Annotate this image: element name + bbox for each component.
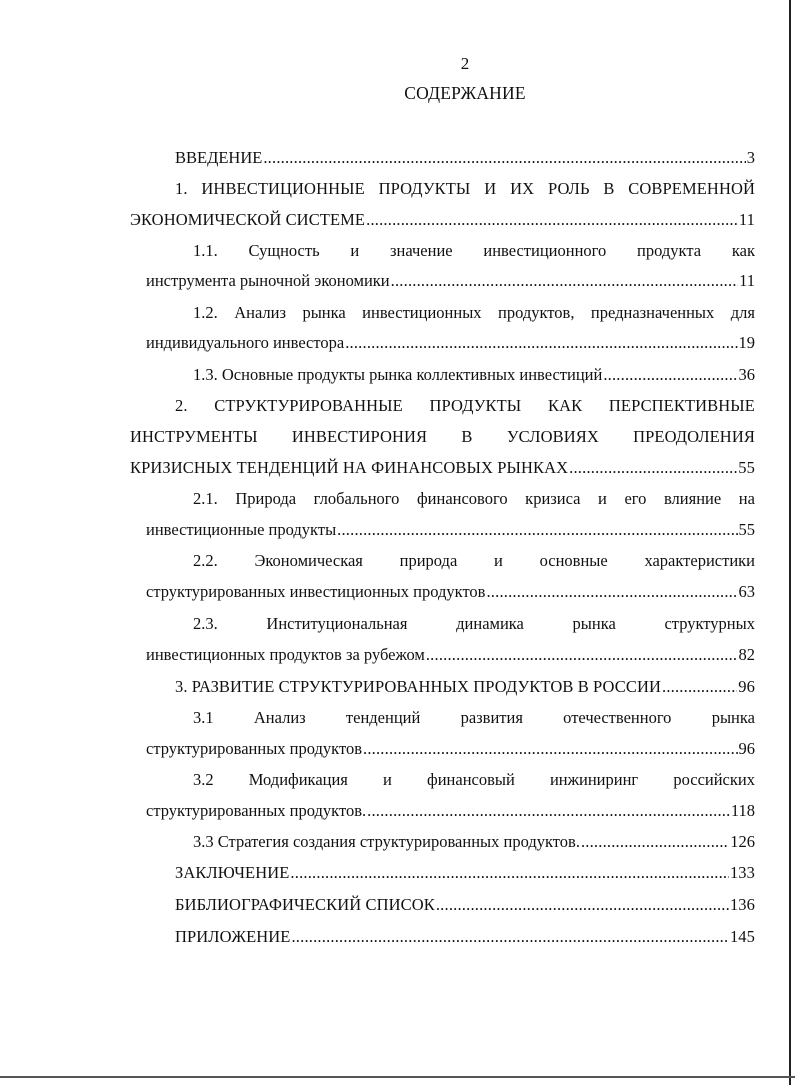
- toc-word: 2.1.: [193, 489, 218, 508]
- toc-word: Модификация: [248, 770, 348, 789]
- toc-entry-line: [193, 706, 755, 730]
- toc-word: структурных: [664, 614, 755, 633]
- leader-dots: [662, 675, 737, 699]
- toc-page-number: 145: [729, 927, 755, 946]
- toc-word: ПРОДУКТЫ: [378, 179, 471, 198]
- toc-entry-text: ВВЕДЕНИЕ: [175, 148, 263, 167]
- toc-entry-section-2-2-cont[interactable]: [0, 580, 795, 604]
- toc-word: В: [603, 179, 615, 198]
- toc-word: кризиса: [525, 489, 581, 508]
- toc-word: ПРЕОДОЛЕНИЯ: [633, 427, 755, 446]
- toc-entry-text: ПРИЛОЖЕНИЕ: [175, 927, 291, 946]
- leader-dots: [367, 799, 730, 823]
- toc-entry-section-2-1[interactable]: [0, 487, 795, 511]
- toc-page-number: 55: [738, 520, 755, 539]
- toc-entry-line: [193, 768, 755, 792]
- leader-dots: [436, 893, 729, 917]
- leader-dots: [363, 737, 738, 761]
- toc-word: 2.2.: [193, 551, 218, 570]
- toc-word: И: [484, 179, 497, 198]
- toc-entry-section-1-1-cont[interactable]: [0, 269, 795, 293]
- toc-word: характеристики: [644, 551, 755, 570]
- toc-word: как: [731, 241, 755, 260]
- toc-word: ИХ: [510, 179, 535, 198]
- toc-word: ИНВЕСТИЦИОННЫЕ: [201, 179, 365, 198]
- toc-entry-text: КРИЗИСНЫХ ТЕНДЕНЦИЙ НА ФИНАНСОВЫХ РЫНКАХ: [130, 458, 569, 477]
- leader-dots: [426, 643, 738, 667]
- toc-entry-appendix[interactable]: [0, 925, 795, 949]
- toc-entry-chapter-3[interactable]: [0, 675, 795, 699]
- toc-entry-line: [193, 612, 755, 636]
- toc-page-number: 126: [730, 832, 755, 851]
- toc-entry-chapter-2-cont-2[interactable]: [0, 456, 795, 480]
- toc-word: РОЛЬ: [547, 179, 590, 198]
- toc-word: 1.: [175, 179, 188, 198]
- toc-entry-text: структурированных продуктов: [146, 739, 362, 758]
- toc-entry-text: структурированных продуктов.: [146, 801, 367, 820]
- toc-word: ИНВЕСТИРОНИЯ: [291, 427, 428, 446]
- toc-word: финансовый: [427, 770, 515, 789]
- toc-entry-section-3-3[interactable]: [0, 830, 795, 854]
- toc-entry-section-1-1[interactable]: [0, 239, 795, 263]
- toc-word: продуктов,: [497, 303, 575, 322]
- toc-word: рынка: [572, 614, 616, 633]
- toc-word: Анализ: [234, 303, 286, 322]
- toc-word: основные: [539, 551, 608, 570]
- toc-word: продукта: [637, 241, 702, 260]
- toc-word: для: [730, 303, 755, 322]
- toc-entry-section-2-1-cont[interactable]: [0, 518, 795, 542]
- leader-dots: [486, 580, 737, 604]
- leader-dots: [345, 331, 737, 355]
- toc-entry-text: инструмента рыночной экономики: [146, 271, 390, 290]
- toc-word: Анализ: [253, 708, 306, 727]
- toc-word: на: [738, 489, 755, 508]
- toc-entry-text: структурированных инвестиционных продуктов: [146, 582, 486, 601]
- leader-dots: [263, 146, 745, 170]
- toc-word: инжиниринг: [549, 770, 639, 789]
- toc-word: тенденций: [345, 708, 421, 727]
- toc-word: ИНСТРУМЕНТЫ: [130, 427, 258, 446]
- toc-entry-chapter-1-cont[interactable]: [0, 208, 795, 232]
- toc-page-number: 3: [746, 148, 755, 167]
- toc-word: инвестиционных: [362, 303, 482, 322]
- toc-page-number: 11: [739, 271, 755, 290]
- toc-page-number: 136: [729, 895, 755, 914]
- leader-dots: [290, 861, 729, 885]
- toc-word: рынка: [302, 303, 346, 322]
- toc-entry-line: [130, 425, 755, 449]
- toc-entry-text: инвестиционные продукты: [146, 520, 337, 539]
- toc-word: Природа: [235, 489, 297, 508]
- toc-entry-text: БИБЛИОГРАФИЧЕСКИЙ СПИСОК: [175, 895, 435, 914]
- toc-entry-chapter-2-cont-1[interactable]: [0, 425, 795, 449]
- toc-page-number: 55: [738, 458, 755, 477]
- toc-entry-text: 3.3 Стратегия создания структурированных продуктов.: [193, 832, 580, 851]
- toc-entry-section-3-2[interactable]: [0, 768, 795, 792]
- toc-title: СОДЕРЖАНИЕ: [404, 83, 526, 103]
- toc-entry-section-2-3[interactable]: [0, 612, 795, 636]
- toc-page-number: 19: [738, 333, 755, 352]
- toc-word: 2.3.: [193, 614, 218, 633]
- toc-word: значение: [390, 241, 453, 260]
- toc-entry-section-2-2[interactable]: [0, 549, 795, 573]
- toc-word: 2.: [175, 396, 188, 415]
- toc-entry-text: индивидуального инвестора: [146, 333, 345, 352]
- toc-word: развития: [460, 708, 523, 727]
- toc-word: 1.1.: [193, 241, 218, 260]
- toc-page-number: 96: [738, 739, 755, 758]
- toc-word: финансового: [416, 489, 508, 508]
- toc-word: динамика: [456, 614, 524, 633]
- toc-entry-section-3-1[interactable]: [0, 706, 795, 730]
- toc-entry-section-1-3[interactable]: [0, 363, 795, 387]
- toc-entry-text: инвестиционных продуктов за рубежом: [146, 645, 425, 664]
- toc-entry-section-2-3-cont[interactable]: [0, 643, 795, 667]
- toc-entry-line: [193, 239, 755, 263]
- leader-dots: [603, 363, 737, 387]
- toc-word: КАК: [547, 396, 583, 415]
- toc-word: его: [624, 489, 647, 508]
- leader-dots: [291, 925, 728, 949]
- toc-page-number: 118: [730, 801, 755, 820]
- toc-word: отечественного: [563, 708, 672, 727]
- toc-entry-chapter-2[interactable]: [0, 394, 795, 418]
- toc-word: и: [350, 241, 360, 260]
- toc-word: 3.1: [193, 708, 214, 727]
- toc-word: рынка: [711, 708, 755, 727]
- toc-word: ПЕРСПЕКТИВНЫЕ: [608, 396, 755, 415]
- toc-word: СОВРЕМЕННОЙ: [628, 179, 755, 198]
- toc-word: В: [461, 427, 473, 446]
- toc-word: УСЛОВИЯХ: [506, 427, 599, 446]
- toc-page-number: 133: [729, 863, 755, 882]
- toc-entry-text: ЗАКЛЮЧЕНИЕ: [175, 863, 290, 882]
- toc-entry-section-3-1-cont[interactable]: [0, 737, 795, 761]
- toc-word: и: [598, 489, 607, 508]
- toc-word: природа: [399, 551, 458, 570]
- toc-word: 1.2.: [193, 303, 218, 322]
- toc-page-number: 11: [738, 210, 755, 229]
- toc-page-number: 63: [738, 582, 755, 601]
- toc-word: Экономическая: [254, 551, 363, 570]
- toc-entry-line: [193, 487, 755, 511]
- toc-word: ПРОДУКТЫ: [429, 396, 522, 415]
- toc-word: Сущность: [248, 241, 320, 260]
- toc-entry-text: ЭКОНОМИЧЕСКОЙ СИСТЕМЕ: [130, 210, 366, 229]
- toc-entry-intro[interactable]: [0, 146, 795, 170]
- toc-word: российских: [673, 770, 755, 789]
- toc-entry-line: [193, 301, 755, 325]
- toc-entry-section-1-2-cont[interactable]: [0, 331, 795, 355]
- toc-word: предназначенных: [590, 303, 715, 322]
- toc-page-number: 36: [738, 365, 755, 384]
- toc-entry-conclusion[interactable]: [0, 861, 795, 885]
- toc-page-number: 82: [738, 645, 755, 664]
- leader-dots: [569, 456, 737, 480]
- toc-entry-line: [175, 394, 755, 418]
- toc-entry-text: 3. РАЗВИТИЕ СТРУКТУРИРОВАННЫХ ПРОДУКТОВ В РОССИИ: [175, 677, 661, 696]
- toc-entry-line: [193, 549, 755, 573]
- leader-dots: [337, 518, 737, 542]
- toc-word: влияние: [663, 489, 722, 508]
- toc-page-number: 96: [738, 677, 755, 696]
- toc-word: и: [383, 770, 392, 789]
- page-number: 2: [460, 54, 470, 73]
- toc-word: 3.2: [193, 770, 214, 789]
- toc-entry-section-3-2-cont[interactable]: [0, 799, 795, 823]
- toc-word: и: [494, 551, 503, 570]
- toc-word: глобального: [313, 489, 400, 508]
- leader-dots: [391, 269, 738, 293]
- toc-word: Институциональная: [266, 614, 408, 633]
- leader-dots: [366, 208, 738, 232]
- leader-dots: [581, 830, 729, 854]
- toc-entry-line: [175, 177, 755, 201]
- toc-entry-chapter-1[interactable]: [0, 177, 795, 201]
- toc-entry-section-1-2[interactable]: [0, 301, 795, 325]
- toc-word: инвестиционного: [483, 241, 607, 260]
- toc-word: СТРУКТУРИРОВАННЫЕ: [214, 396, 403, 415]
- toc-entry-text: 1.3. Основные продукты рынка коллективных инвестиций: [193, 365, 603, 384]
- toc-entry-bibliography[interactable]: [0, 893, 795, 917]
